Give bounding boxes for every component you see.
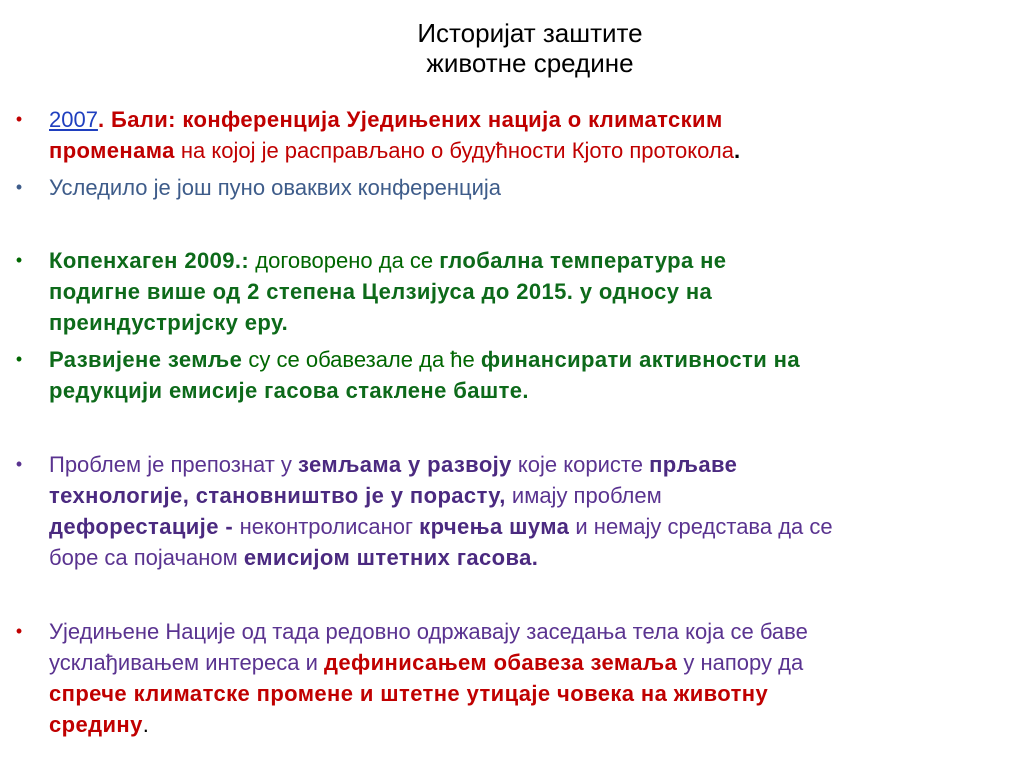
bullet-text <box>49 616 1011 740</box>
text-run: у напору да <box>677 650 804 675</box>
text-run: Проблем је препознат у <box>49 452 299 477</box>
bullet-marker: • <box>15 349 23 369</box>
text-run: дефорестације - <box>49 514 240 539</box>
text-line <box>49 172 1011 203</box>
text-run: подигне више од 2 степена Целзијуса до 2015. у односу на <box>49 279 713 304</box>
text-run: преиндустријску еру. <box>49 310 289 335</box>
text-run: . Бали: конференција Уједињених нација о климатским <box>97 107 723 132</box>
text-run: емисијом штетних гасова. <box>243 545 539 570</box>
text-line <box>49 307 1011 338</box>
text-line <box>49 344 1011 375</box>
text-run: дефинисањем обавеза земаља <box>323 650 678 675</box>
slide-title-line-1: Историјат заштите <box>417 18 643 48</box>
text-line <box>49 104 1011 135</box>
text-line <box>49 245 1011 276</box>
text-run: . <box>733 138 741 163</box>
bullet-text <box>49 245 1011 338</box>
text-line <box>49 135 1011 166</box>
text-line <box>49 678 1011 709</box>
text-run: Развијене земље <box>49 347 243 372</box>
text-run: усклађивањем интереса и <box>49 650 324 675</box>
text-line <box>49 616 1011 647</box>
text-run: које користе <box>511 452 650 477</box>
slide-title-line-2: животне средине <box>426 48 634 78</box>
bullet-text <box>49 344 1011 406</box>
text-line <box>49 709 1011 740</box>
year-link[interactable]: 2007 <box>49 107 98 132</box>
text-run: Копенхаген 2009.: <box>49 248 250 273</box>
text-run: крчења шума <box>419 514 570 539</box>
text-line <box>49 276 1011 307</box>
bullet-text <box>49 172 1011 203</box>
text-run: договорено да се <box>249 248 440 273</box>
text-line <box>49 647 1011 678</box>
bullet-marker: • <box>15 109 23 129</box>
text-line <box>49 480 1011 511</box>
text-run: су се обавезале да ће <box>242 347 481 372</box>
text-run: спрече климатске промене и штетне утицаје човека на животну <box>49 681 769 706</box>
text-run: финансирати активности на <box>480 347 800 372</box>
text-line <box>49 542 1011 573</box>
text-run: променама <box>49 138 175 163</box>
text-run: неконтролисаног <box>239 514 420 539</box>
text-run: средину <box>49 712 143 737</box>
text-run: редукцији емисије гасова стаклене баште. <box>49 378 529 403</box>
text-run: и немају средстава да се <box>569 514 833 539</box>
text-run: на којој је расправљано о будућности Кјото протокола <box>174 138 734 163</box>
text-run: боре са појачаном <box>49 545 244 570</box>
text-run: земљама у развоју <box>298 452 512 477</box>
bullet-marker: • <box>15 454 23 474</box>
text-line <box>49 511 1011 542</box>
text-run: глобална температура не <box>439 248 727 273</box>
bullet-text <box>49 104 1011 166</box>
text-run: имају проблем <box>505 483 662 508</box>
text-line <box>49 375 1011 406</box>
text-run: технологије, становништво је у порасту, <box>49 483 506 508</box>
text-line <box>49 449 1011 480</box>
bullet-marker: • <box>15 177 23 197</box>
bullet-marker: • <box>15 250 23 270</box>
text-run: прљаве <box>649 452 738 477</box>
text-run: Уследило је још пуно оваквих конференција <box>49 175 502 200</box>
bullet-text <box>49 449 1011 573</box>
bullet-marker: • <box>15 621 23 641</box>
text-run: Уједињене Нације од тада редовно одржавају заседања тела која се баве <box>49 619 808 644</box>
text-run: . <box>142 712 149 737</box>
